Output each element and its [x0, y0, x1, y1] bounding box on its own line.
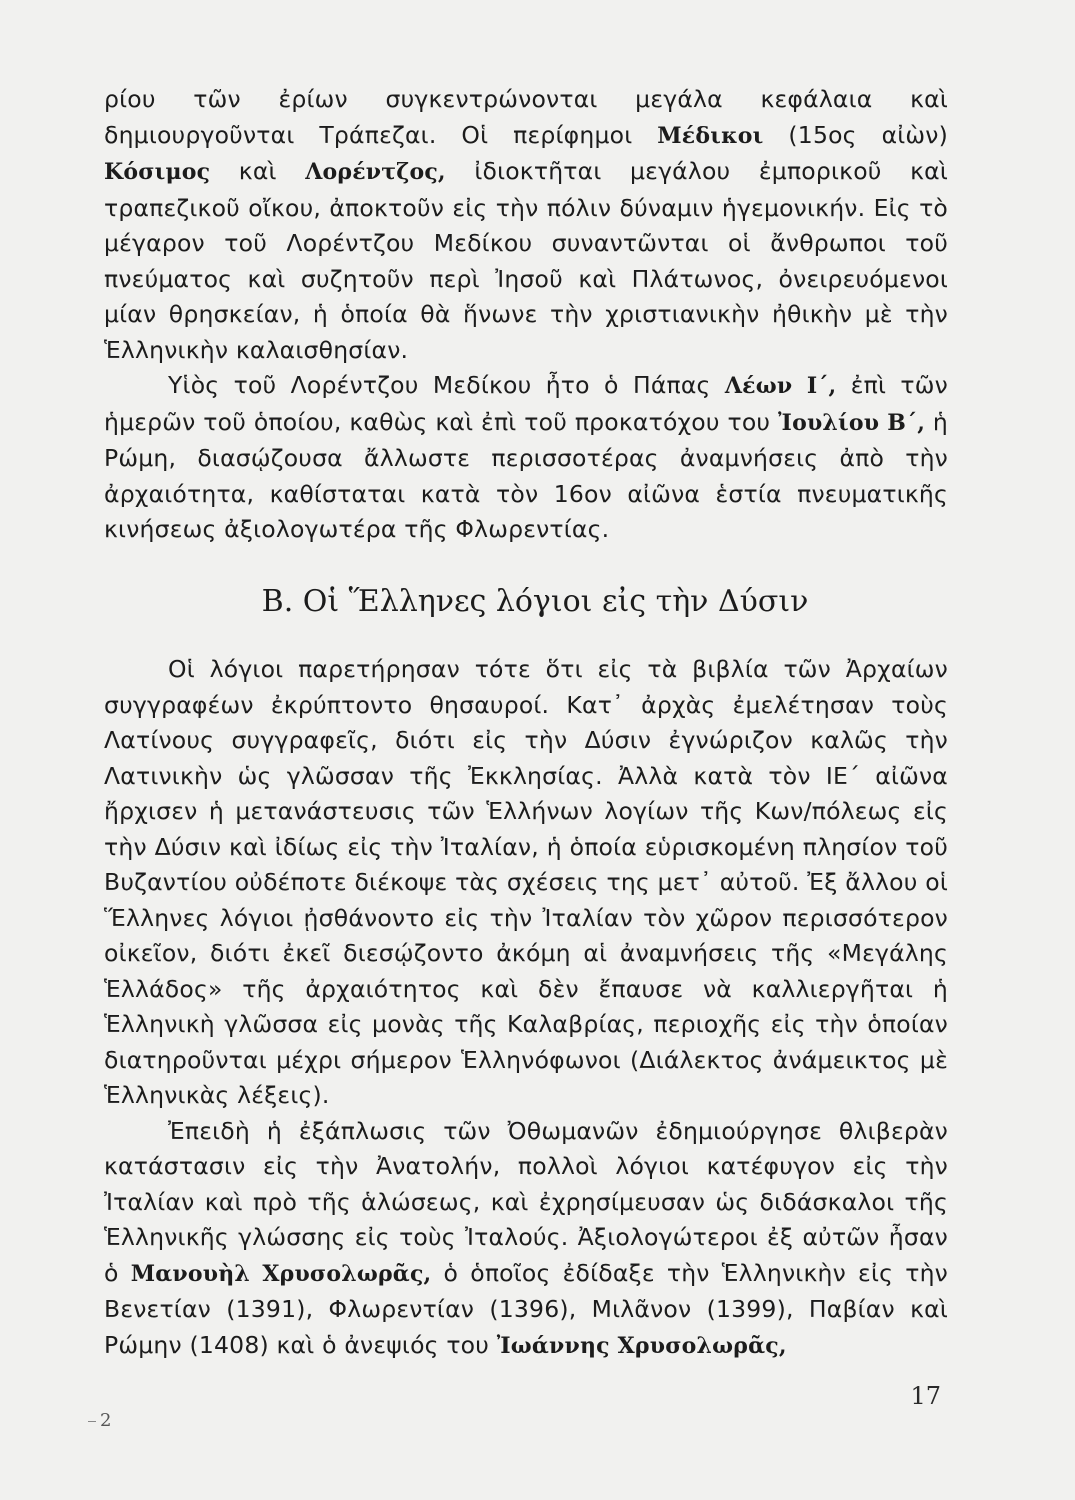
signature-mark: [88, 1410, 111, 1431]
text-run: ρίου τῶν ἐρίων συγκεντρώνονται μεγάλα κεφάλαια καὶ δημιουργοῦνται Τράπεζαι. Οἱ περίφημοι: [104, 85, 948, 149]
text-run: ἡ Ρώμη, διασῴζουσα ἄλλωστε περισσοτέρας ἀναμνήσεις ἀπὸ τὴν ἀρχαιότητα, καθίσταται κατὰ τὸν 16ον αἰῶνα ἑστία πνευματικῆς κινήσεως ἀξιολογωτέρα τῆς Φλωρεντίας.: [104, 407, 948, 543]
page-number: 17: [910, 1382, 941, 1410]
text-block-top: [104, 82, 948, 548]
text-run: (15ος αἰὼν): [763, 120, 948, 149]
text-run: Οἱ λόγιοι παρετήρησαν τότε ὅτι εἰς τὰ βιβλία τῶν Ἀρχαίων συγγραφέων ἐκρύπτοντο θησαυροί. Κατ᾽ ἀρχὰς ἐμελέτησαν τοὺς Λατίνους συγγραφεῖς, διότι εἰς τὴν Δύσιν ἐγνώριζον καλῶς τὴν Λατινικὴν ὡς γλῶσσαν τῆς Ἐκκλησίας. Ἀλλὰ κατὰ τὸν ΙΕ΄ αἰῶνα ἤρχισεν ἡ μετανάστευσις τῶν Ἑλλήνων λογίων τῆς Κων/πόλεως εἰς τὴν Δύσιν καὶ ἰδίως εἰς τὴν Ἰταλίαν, ἡ ὁποία εὑρισκομένη πλησίον τοῦ Βυζαντίου οὐδέποτε διέκοψε τὰς σχέσεις της μετ᾽ αὐτοῦ. Ἐξ ἄλλου οἱ Ἕλληνες λόγιοι ᾐσθάνοντο εἰς τὴν Ἰταλίαν τὸν χῶρον περισσότερον οἰκεῖον, διότι ἐκεῖ διεσῴζοντο ἀκόμη αἱ ἀναμνήσεις τῆς «Μεγάλης Ἑλλάδος» τῆς ἀρχαιότητος καὶ δὲν ἔπαυσε νὰ καλλιεργῆται ἡ Ἑλληνικὴ γλῶσσα εἰς μονὰς τῆς Καλαβρίας, περιοχῆς εἰς τὴν ὁποίαν διατηροῦνται μέχρι σήμερον Ἑλληνόφωνοι (Διάλεκτος ἀνάμεικτος μὲ Ἑλληνικὰς λέξεις).: [104, 655, 948, 1109]
name-manuel-chrysoloras: Μανουὴλ Χρυσολωρᾶς,: [130, 1260, 432, 1287]
name-julius-ii: Ἰουλίου Β΄,: [778, 409, 926, 436]
paragraph-greek-scholars: [104, 652, 948, 1114]
name-ioannis-chrysoloras: Ἰωάννης Χρυσολωρᾶς,: [496, 1332, 787, 1359]
signature-dash: [88, 1421, 96, 1422]
text-run: Ἐπειδὴ ἡ ἐξάπλωσις τῶν Ὀθωμανῶν ἐδημιούργησε θλιβερὰν κατάστασιν εἰς τὴν Ἀνατολήν, πολλοὶ λόγιοι κατέφυγον εἰς τὴν Ἰταλίαν καὶ πρὸ τῆς ἁλώσεως, καὶ ἐχρησίμευσαν ὡς διδάσκαλοι τῆς Ἑλληνικῆς γλώσσης εἰς τοὺς Ἰταλούς. Ἀξιολογώτεροι ἐξ αὐτῶν ἦσαν ὁ: [104, 1116, 948, 1287]
paragraph-medici: [104, 82, 948, 368]
text-run: ἐπὶ τῶν ἡμερῶν τοῦ ὁποίου, καθὼς καὶ ἐπὶ τοῦ προκατόχου του: [104, 371, 948, 436]
section-heading: Β. Οἱ Ἕλληνες λόγιοι εἰς τὴν Δύσιν: [261, 584, 809, 619]
paragraph-pope-leo: [104, 368, 948, 548]
text-block-bottom: [104, 652, 948, 1364]
text-run: ἰδιοκτῆται μεγάλου ἐμπορικοῦ καὶ τραπεζικοῦ οἴκου, ἀποκτοῦν εἰς τὴν πόλιν δύναμιν ἡγεμονικήν. Εἰς τὸ μέγαρον τοῦ Λορέντζου Μεδίκου συναντῶνται οἱ ἄνθρωποι τοῦ πνεύματος καὶ συζητοῦν περὶ Ἰησοῦ καὶ Πλάτωνος, ὀνειρευόμενοι μίαν θρησκείαν, ἡ ὁποία θὰ ἥνωνε τὴν χριστιανικὴν ἠθικὴν μὲ τὴν Ἑλληνικὴν καλαισθησίαν.: [104, 157, 948, 364]
paragraph-ottomans: [104, 1114, 948, 1365]
name-cosimo: Κόσιμος: [104, 159, 211, 185]
signature-number: 2: [100, 1410, 112, 1431]
text-run: Υἱὸς τοῦ Λορέντζου Μεδίκου ἦτο ὁ Πάπας: [168, 371, 725, 399]
text-run: ὁ ὁποῖος ἐδίδαξε τὴν Ἑλληνικὴν εἰς τὴν Βενετίαν (1391), Φλωρεντίαν (1396), Μιλᾶνον (1399), Παβίαν καὶ Ρώμην (1408) καὶ ὁ ἀνεψιός του: [104, 1258, 949, 1359]
text-run: καὶ: [210, 157, 306, 185]
name-lorenzo: Λορέντζος,: [305, 159, 446, 185]
name-leo-x: Λέων Ι΄,: [724, 373, 837, 399]
name-medici: Μέδικοι: [657, 122, 764, 149]
